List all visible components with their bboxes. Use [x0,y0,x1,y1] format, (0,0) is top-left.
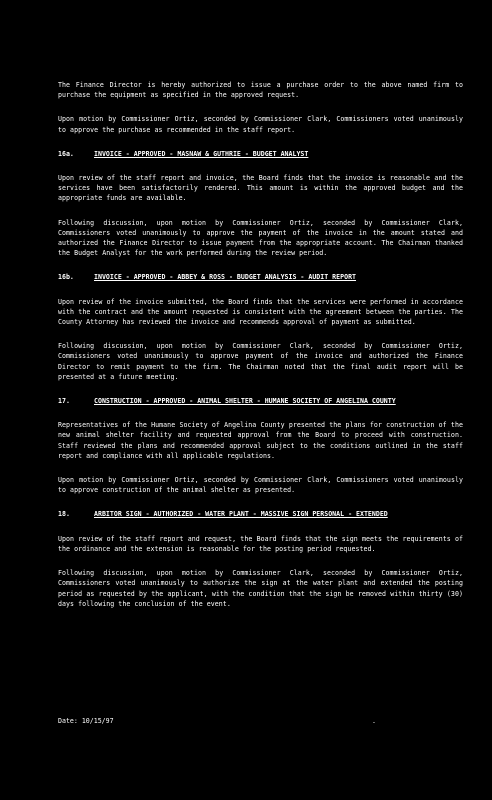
item-number: 18. [58,510,70,519]
item-title: CONSTRUCTION - APPROVED - ANIMAL SHELTER - HUMANE SOCIETY OF ANGELINA COUNTY [94,397,396,406]
item-paragraph: Upon review of the staff report and invoice, the Board finds that the invoice is reasonable and the services have been satisfactorily rendered. This amount is within the approved budget and the appropriate funds are available. [58,174,463,203]
item-heading [58,396,463,406]
item-paragraph: Following discussion, upon motion by Commissioner Clark, seconded by Commissioner Ortiz, Commissioners voted unanimously to approve payment of the invoice and authorized the Finance Director to remit payment to the firm. The Chairman noted that the final audit report will be presented at a future meeting. [58,342,463,381]
item-paragraph: Upon motion by Commissioner Ortiz, seconded by Commissioner Clark, Commissioners voted unanimously to approve construction of the animal shelter as presented. [58,476,463,495]
item-number: 17. [58,397,70,406]
item-paragraph: Representatives of the Humane Society of Angelina County presented the plans for construction of the new animal shelter facility and requested approval from the Board to proceed with construction. Staff reviewed the plans and recommended approval subject to the conditions outlined in the staff report and compliance with all applicable regulations. [58,421,463,460]
item-heading [58,149,463,159]
item-number: 16b. [58,273,74,282]
item-heading [58,509,463,519]
item-title: INVOICE - APPROVED - ABBEY & ROSS - BUDGET ANALYSIS - AUDIT REPORT [94,273,357,282]
item-number: 16a. [58,149,74,158]
document-page [58,80,463,619]
intro-paragraph: The Finance Director is hereby authorized to issue a purchase order to the above named firm to purchase the equipment as specified in the approved request. [58,81,463,100]
item-title: ARBITOR SIGN - AUTHORIZED - WATER PLANT - MASSIVE SIGN PERSONAL - EXTENDED [94,510,388,519]
item-title: INVOICE - APPROVED - MASNAW & GUTHRIE - BUDGET ANALYST [94,149,309,158]
footer-mark: . [372,717,376,725]
footer-date: Date: 10/15/97 [58,717,114,725]
intro-paragraph: Upon motion by Commissioner Ortiz, seconded by Commissioner Clark, Commissioners voted unanimously to approve the purchase as recommended in the staff report. [58,115,463,134]
page-footer [58,716,376,726]
item-paragraph: Upon review of the invoice submitted, the Board finds that the services were performed in accordance with the contract and the amount requested is consistent with the agreement between the parties. The County Attorney has reviewed the invoice and recommends approval of payment as submitted. [58,297,463,327]
item-paragraph: Upon review of the staff report and request, the Board finds that the sign meets the requirements of the ordinance and the extension is reasonable for the posting period requested. [58,534,463,553]
item-paragraph: Following discussion, upon motion by Commissioner Clark, seconded by Commissioner Ortiz, Commissioners voted unanimously to authorize the sign at the water plant and extended the posting period as requested by the applicant, with the condition that the sign be removed within thirty (30) days following the conclusion of the event. [58,569,463,608]
item-paragraph: Following discussion, upon motion by Commissioner Ortiz, seconded by Commissioner Clark, Commissioners voted unanimously to approve the payment of the invoice in the amount stated and authorized the Finance Director to issue payment from the appropriate account. The Chairman thanked the Budget Analyst for the work performed during the review period. [58,218,463,258]
item-heading [58,272,463,282]
